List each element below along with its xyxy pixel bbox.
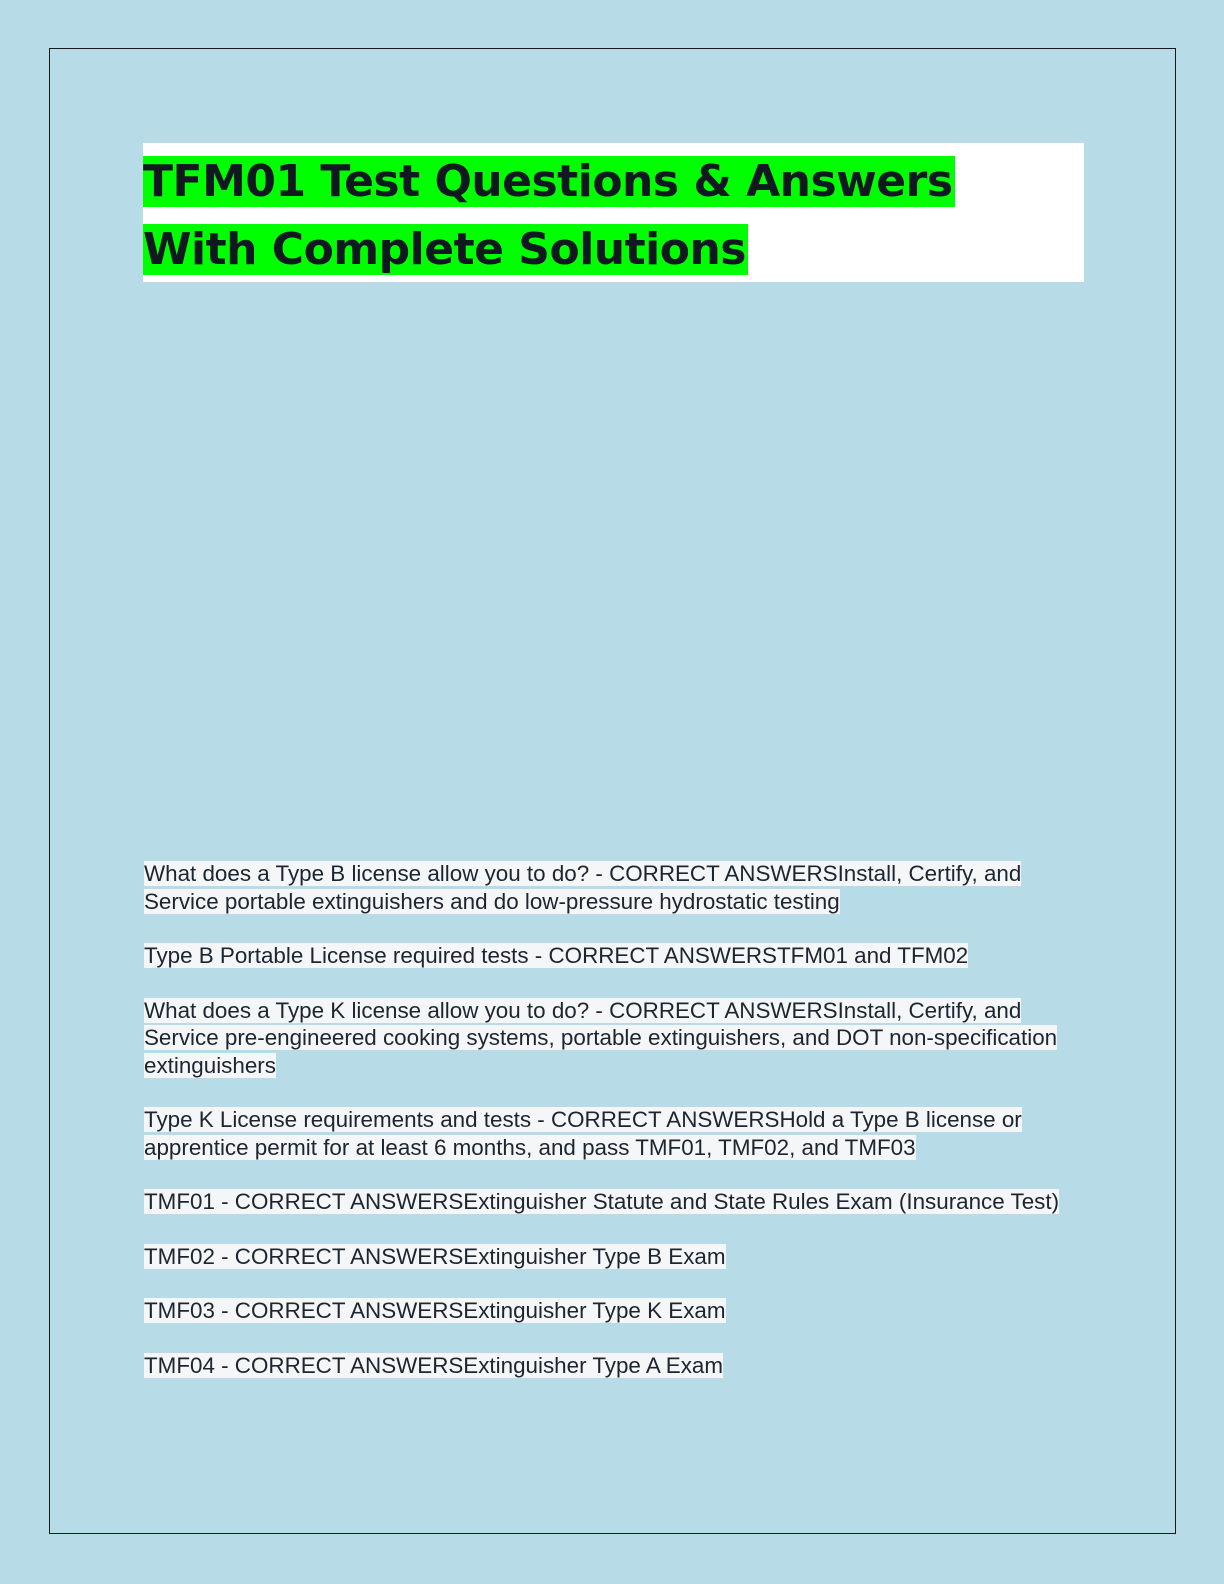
qa-text: TMF04 - CORRECT ANSWERSExtinguisher Type A Exam bbox=[144, 1352, 724, 1378]
document-title-line-1 bbox=[143, 148, 955, 216]
qa-text: Type B Portable License required tests - CORRECT ANSWERSTFM01 and TFM02 bbox=[144, 943, 969, 968]
qa-item bbox=[144, 997, 1074, 1080]
qa-text: TMF03 - CORRECT ANSWERSExtinguisher Type K Exam bbox=[144, 1298, 726, 1323]
qa-item bbox=[144, 1243, 1074, 1271]
qa-item bbox=[144, 1106, 1074, 1161]
qa-item bbox=[144, 942, 1074, 970]
qa-text: Type K License requirements and tests - CORRECT ANSWERSHold a Type B license or apprentice permit for at least 6 months, and pass TMF01, TMF02, and TMF03 bbox=[144, 1107, 1022, 1160]
document-title-line-2 bbox=[143, 216, 748, 284]
title-text: TFM01 Test Questions & Answers bbox=[143, 156, 953, 207]
qa-item bbox=[144, 860, 1074, 915]
title-text: With Complete Solutions bbox=[143, 224, 746, 275]
qa-text: What does a Type K license allow you to do? - CORRECT ANSWERSInstall, Certify, and Service pre-engineered cooking systems, portable extinguishers, and DOT non-specification extinguishers bbox=[144, 997, 1058, 1078]
qa-text: TMF01 - CORRECT ANSWERSExtinguisher Statute and State Rules Exam (Insurance Test) bbox=[144, 1189, 1060, 1214]
qa-list bbox=[144, 860, 1074, 1406]
qa-item bbox=[144, 1188, 1074, 1216]
qa-text: TMF02 - CORRECT ANSWERSExtinguisher Type B Exam bbox=[144, 1243, 726, 1269]
qa-item bbox=[144, 1297, 1074, 1325]
qa-text: What does a Type B license allow you to do? - CORRECT ANSWERSInstall, Certify, and Service portable extinguishers and do low-pressure hydrostatic testing bbox=[144, 861, 1022, 914]
qa-item bbox=[144, 1352, 1074, 1380]
